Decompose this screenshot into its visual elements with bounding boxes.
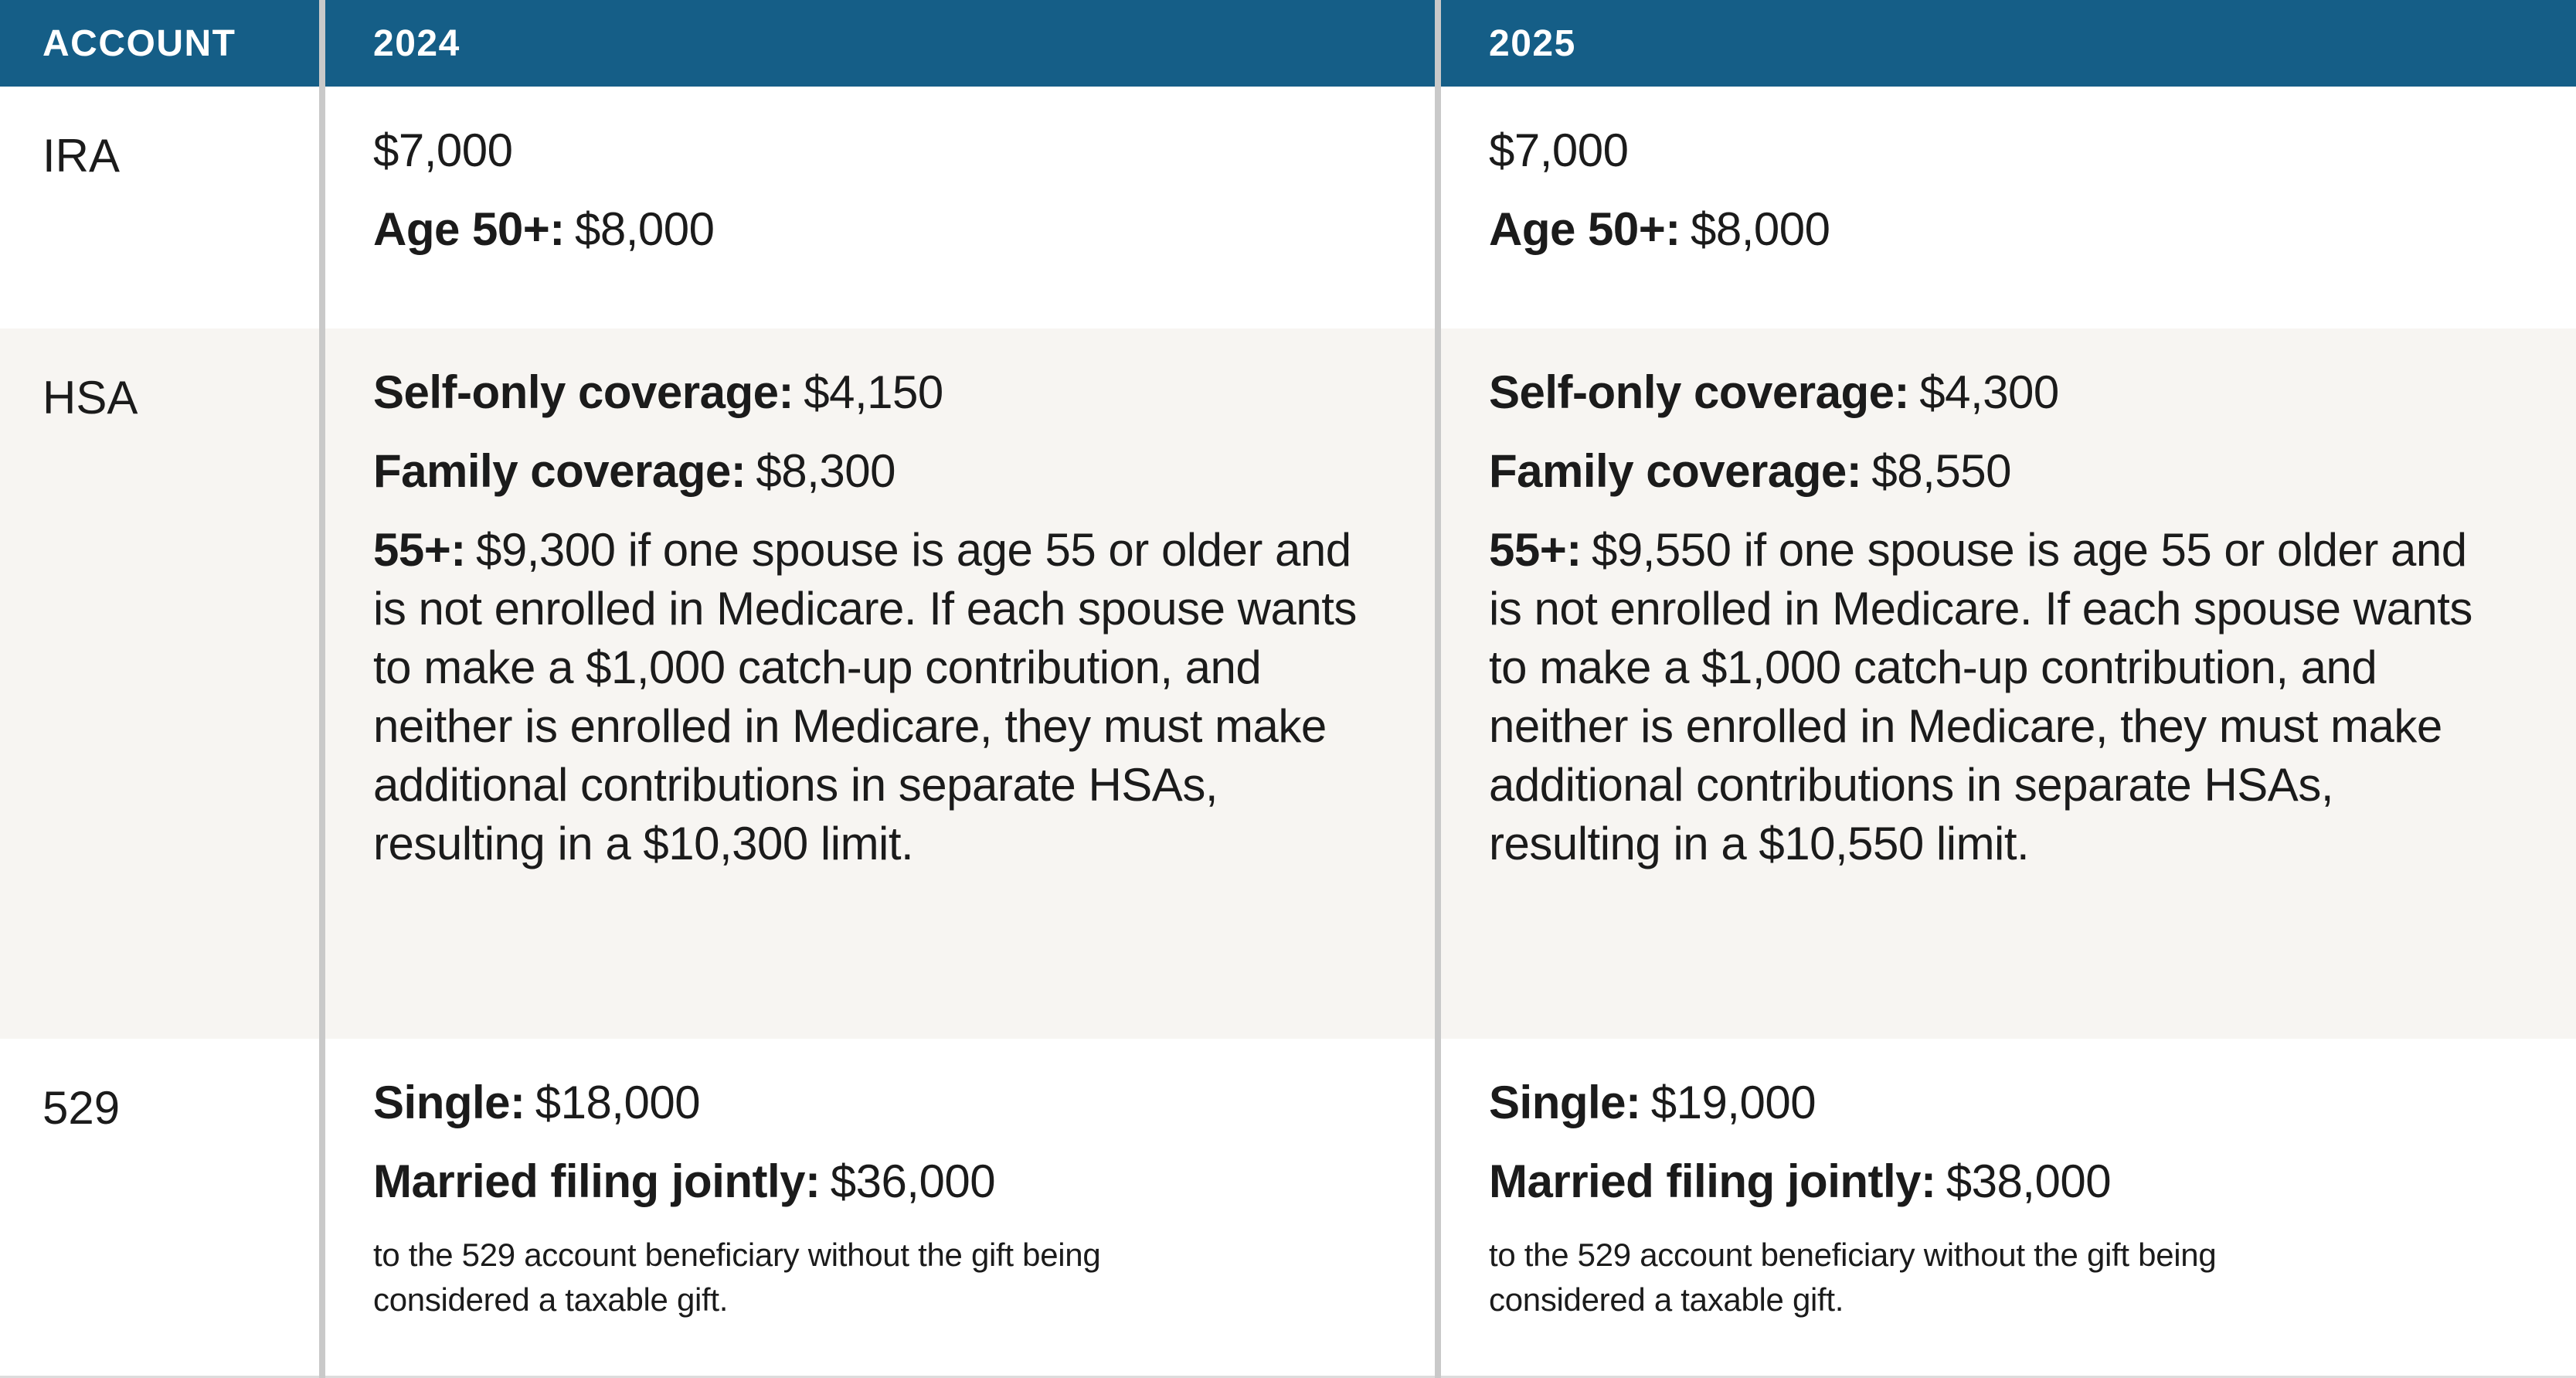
ira-2024-catchup	[373, 200, 1370, 259]
account-label-hsa	[0, 328, 325, 1039]
column-header-account	[0, 0, 325, 87]
ira-2024-cell	[325, 87, 1441, 328]
hsa-2024-self-value: $4,150	[804, 366, 943, 418]
hsa-2024-self	[373, 363, 1370, 422]
hsa-2025-family-label: Family coverage:	[1489, 445, 1862, 497]
ira-2025-catchup	[1489, 200, 2486, 259]
529-2025-married-label: Married filing jointly:	[1489, 1155, 1936, 1207]
hsa-2024-self-label: Self-only coverage:	[373, 366, 794, 418]
account-label-ira	[0, 87, 325, 328]
529-2024-single	[373, 1073, 1370, 1132]
529-2025-single	[1489, 1073, 2486, 1132]
529-2024-note: to the 529 account beneficiary without the gift being considered a taxable gift.	[373, 1237, 1101, 1318]
column-header-2024	[325, 0, 1441, 87]
hsa-2025-self	[1489, 363, 2486, 422]
hsa-2025-catchup-label: 55+:	[1489, 524, 1582, 576]
hsa-2025-cell	[1441, 328, 2576, 1039]
hsa-2025-self-value: $4,300	[1919, 366, 2059, 418]
529-2024-cell	[325, 1039, 1441, 1378]
ira-2025-limit: $7,000	[1489, 124, 1629, 176]
529-2024-married-label: Married filing jointly:	[373, 1155, 821, 1207]
hsa-2024-content	[373, 363, 1370, 873]
hsa-2025-self-label: Self-only coverage:	[1489, 366, 1910, 418]
529-2024-single-label: Single:	[373, 1077, 525, 1128]
529-2024-content	[373, 1073, 1370, 1322]
529-2025-single-label: Single:	[1489, 1077, 1641, 1128]
ira-2025-cell	[1441, 87, 2576, 328]
ira-2024-catchup-value: $8,000	[574, 203, 715, 255]
529-2025-married	[1489, 1152, 2486, 1211]
column-header-account-label: ACCOUNT	[42, 22, 236, 64]
ira-2024-catchup-label: Age 50+:	[373, 203, 565, 255]
column-header-2024-label: 2024	[373, 22, 460, 64]
529-2025-content	[1489, 1073, 2486, 1322]
hsa-2025-family-value: $8,550	[1871, 445, 2011, 497]
ira-2025-content	[1489, 121, 2486, 259]
hsa-2024-catchup-paragraph	[373, 521, 1370, 873]
ira-label-text: IRA	[42, 130, 121, 182]
hsa-2024-family	[373, 442, 1370, 501]
hsa-2024-cell	[325, 328, 1441, 1039]
hsa-2024-catchup-label: 55+:	[373, 524, 466, 576]
hsa-2025-catchup-paragraph	[1489, 521, 2486, 873]
529-label-text: 529	[42, 1082, 121, 1134]
529-2025-note: to the 529 account beneficiary without the gift being considered a taxable gift.	[1489, 1237, 2217, 1318]
hsa-2025-catchup-text: $9,550 if one spouse is age 55 or older and is not enrolled in Medicare. If each spouse wants to make a $1,000 catch-up contribution, and neither is enrolled in Medicare, they must make additional contributions in separate HSAs, resulting in a $10,550 limit.	[1489, 524, 2472, 869]
ira-2025-catchup-value: $8,000	[1690, 203, 1830, 255]
529-2025-cell	[1441, 1039, 2576, 1378]
hsa-2024-family-label: Family coverage:	[373, 445, 746, 497]
ira-2024-content	[373, 121, 1370, 259]
529-2024-single-value: $18,000	[535, 1077, 701, 1128]
hsa-2025-family	[1489, 442, 2486, 501]
hsa-label-text: HSA	[42, 372, 138, 424]
529-2025-married-value: $38,000	[1946, 1155, 2112, 1207]
hsa-2025-content	[1489, 363, 2486, 873]
ira-2025-catchup-label: Age 50+:	[1489, 203, 1681, 255]
529-2024-married-value: $36,000	[830, 1155, 996, 1207]
column-header-2025-label: 2025	[1489, 22, 1576, 64]
hsa-2024-catchup-text: $9,300 if one spouse is age 55 or older and is not enrolled in Medicare. If each spouse wants to make a $1,000 catch-up contribution, and neither is enrolled in Medicare, they must make additional contributions in separate HSAs, resulting in a $10,300 limit.	[373, 524, 1357, 869]
529-2025-single-value: $19,000	[1650, 1077, 1816, 1128]
hsa-2024-family-value: $8,300	[756, 445, 895, 497]
column-header-2025	[1441, 0, 2576, 87]
account-label-529	[0, 1039, 325, 1378]
529-2024-married	[373, 1152, 1370, 1211]
ira-2024-limit: $7,000	[373, 124, 513, 176]
